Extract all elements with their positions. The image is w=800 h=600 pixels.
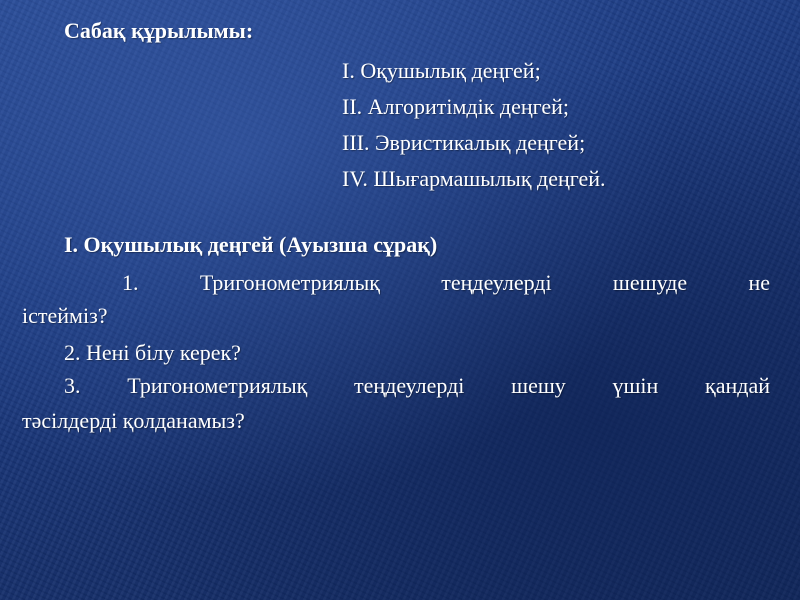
question-3-line-1 xyxy=(22,373,770,399)
question-1-text: 1. Тригонометриялық теңдеулерді шешуде не xyxy=(122,270,770,295)
question-2: 2. Нені білу керек? xyxy=(64,340,241,365)
question-1-line-2: істейміз? xyxy=(22,303,108,328)
section-heading: I. Оқушылық деңгей (Ауызша сұрақ) xyxy=(64,232,438,257)
level-item-2: II. Алгоритімдік деңгей; xyxy=(342,94,570,119)
question-3-text: 3. Тригонометриялық теңдеулерді шешу үшін қандай xyxy=(64,373,770,398)
level-item-4: IV. Шығармашылық деңгей. xyxy=(342,166,606,191)
question-1-line-1 xyxy=(22,270,770,296)
slide-title: Сабақ құрылымы: xyxy=(64,18,254,43)
level-item-1: I. Оқушылық деңгей; xyxy=(342,58,541,83)
question-3-line-2: тәсілдерді қолданамыз? xyxy=(22,408,245,433)
level-item-3: III. Эвристикалық деңгей; xyxy=(342,130,586,155)
